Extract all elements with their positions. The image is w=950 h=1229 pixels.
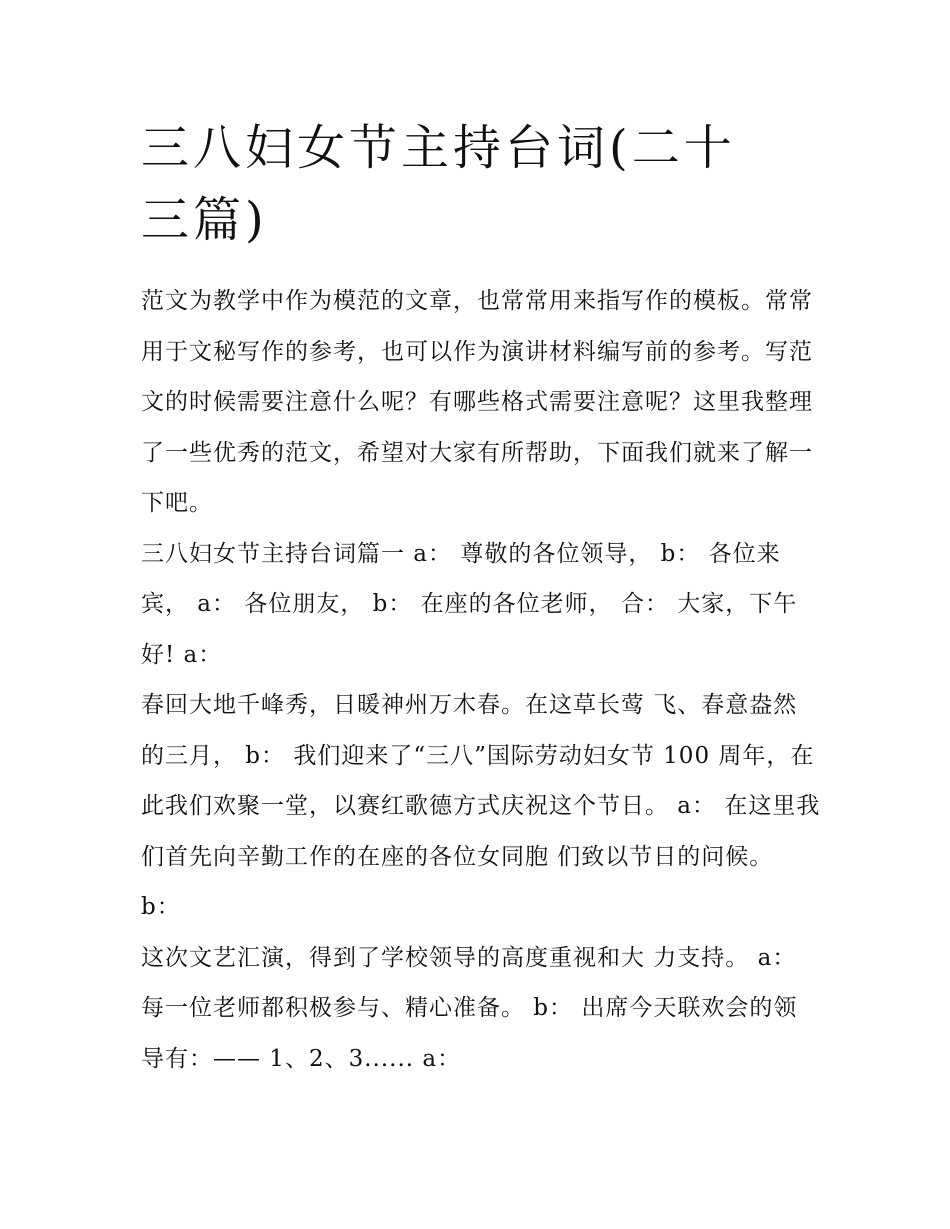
paragraph-leaders: 这次文艺汇演，得到了学校领导的高度重视和大 力支持。 a： 每一位老师都积极参与、精心准备。 b： 出席今天联欢会的领导有：—— 1、2、3...... a： [141, 944, 798, 1072]
paragraph-intro: 范文为教学中作为模范的文章，也常常用来指写作的模板。常常用于文秘写作的参考，也可以作为演讲材料编写前的参考。写范文的时候需要注意什么呢？有哪些格式需要注意呢？这里我整理了一些优秀的范文，希望对大家有所帮助，下面我们就来了解一下吧。 [141, 288, 813, 516]
document-body [141, 276, 821, 1084]
paragraph-greeting: 三八妇女节主持台词篇一 a： 尊敬的各位领导， b： 各位来宾， a： 各位朋友， b： 在座的各位老师， 合： 大家，下午好! a： [141, 540, 798, 668]
document-title: 三八妇女节主持台词(二十三篇) [141, 120, 736, 248]
paragraph-opening: 春回大地千峰秀，日暖神州万木春。在这草长莺 飞、春意盎然的三月， b： 我们迎来了“三八”国际劳动妇女节 100 周年，在此我们欢聚一堂，以赛红歌德方式庆祝这个节日。 a： 在这里我们首先向辛勤工作的在座的各位女同胞 们致以节日的问候。 b： [141, 692, 821, 920]
